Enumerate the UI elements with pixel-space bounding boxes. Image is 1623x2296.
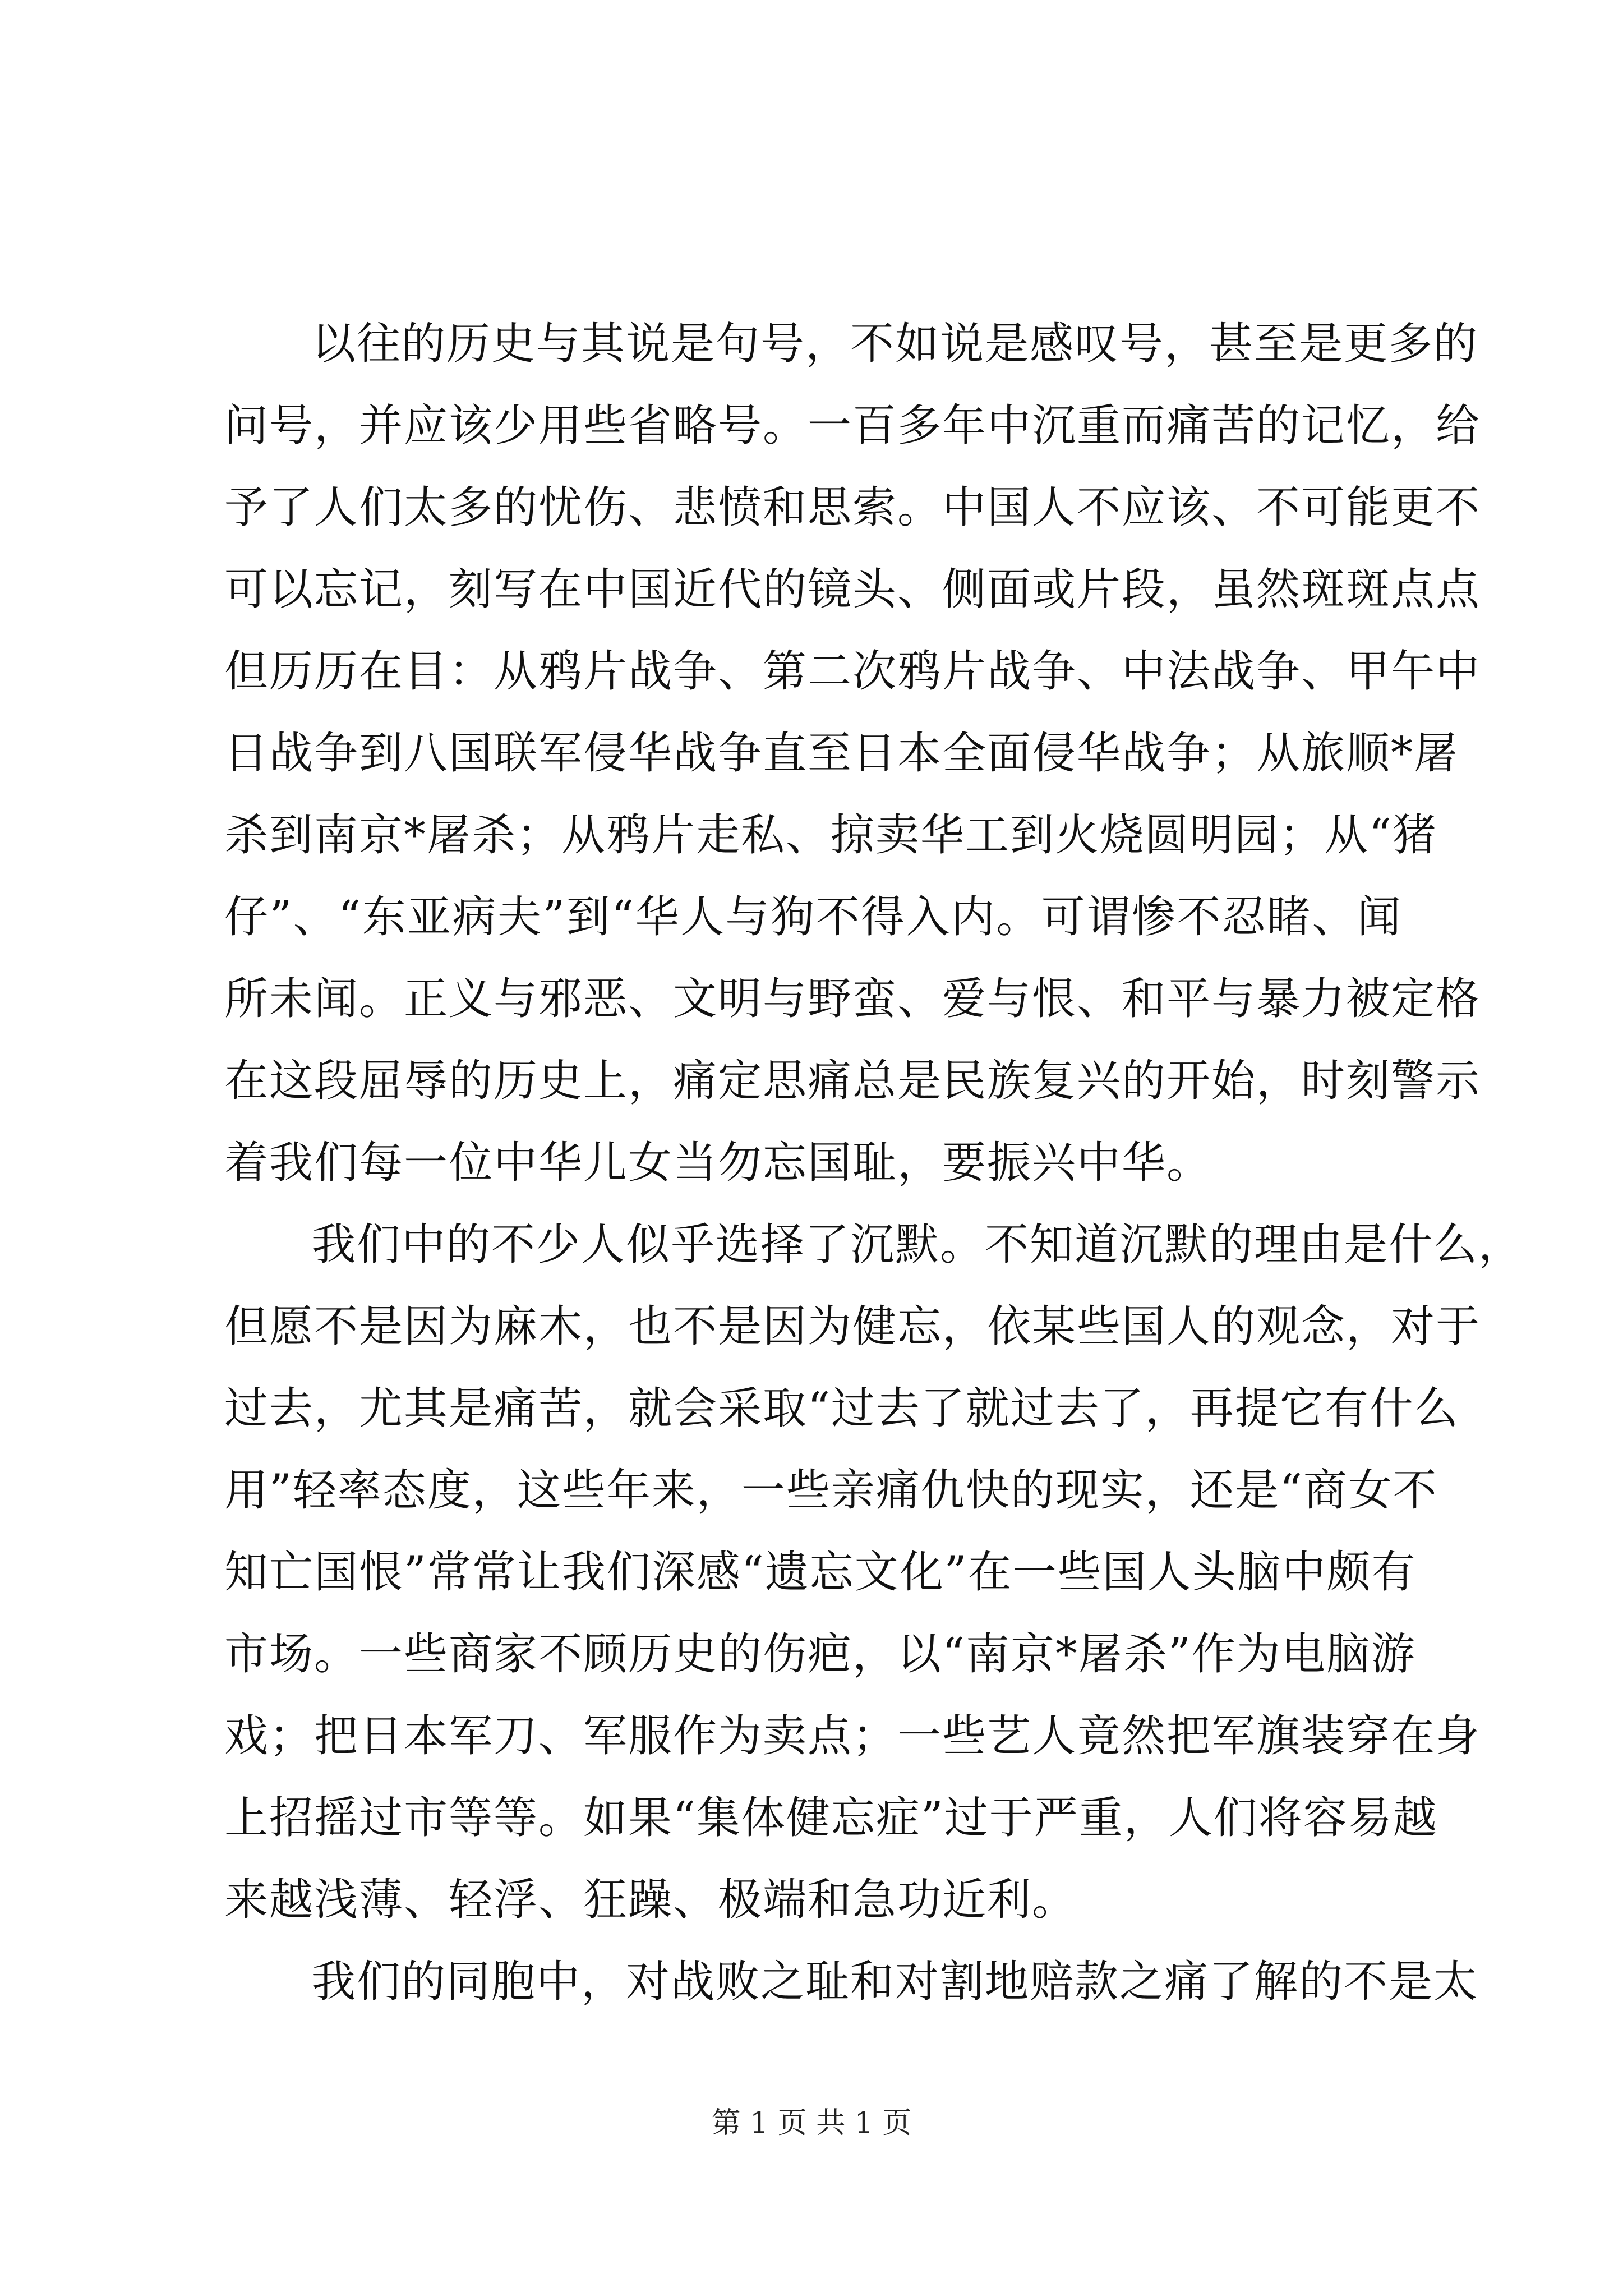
text-line: 着我们每一位中华儿女当勿忘国耻，要振兴中华。 — [224, 1138, 1212, 1188]
text-line: 用”轻率态度，这些年来，一些亲痛仇快的现实，还是“商女不 — [224, 1465, 1438, 1516]
text-line: 过去，尤其是痛苦，就会采取“过去了就过去了，再提它有什么 — [224, 1383, 1459, 1434]
paragraph-1 — [224, 303, 1481, 1204]
text-line: 戏；把日本军刀、军服作为卖点；一些艺人竟然把军旗装穿在身 — [224, 1711, 1481, 1761]
text-line: 以往的历史与其说是句号，不如说是感叹号，甚至是更多的 — [312, 319, 1479, 369]
text-line: 日战争到八国联军侵华战争直至日本全面侵华战争；从旅顺*屠 — [224, 728, 1459, 779]
page-footer — [0, 2104, 1623, 2143]
text-line: 问号，并应该少用些省略号。一百多年中沉重而痛苦的记忆，给 — [224, 401, 1481, 451]
text-line: 市场。一些商家不顾历史的伤疤，以“南京*屠杀”作为电脑游 — [224, 1629, 1416, 1680]
paragraph-3 — [224, 1941, 1479, 2023]
text-line: 可以忘记，刻写在中国近代的镜头、侧面或片段，虽然斑斑点点 — [224, 564, 1481, 615]
text-line: 予了人们太多的忧伤、悲愤和思索。中国人不应该、不可能更不 — [224, 482, 1481, 533]
text-line: 上招摇过市等等。如果“集体健忘症”过于严重，人们将容易越 — [224, 1793, 1438, 1843]
text-line: 杀到南京*屠杀；从鸦片走私、掠卖华工到火烧圆明园；从“猪 — [224, 810, 1437, 861]
text-line: 但愿不是因为麻木，也不是因为健忘，依某些国人的观念，对于 — [224, 1301, 1481, 1352]
text-line: 仔”、“东亚病夫”到“华人与狗不得入内。可谓惨不忍睹、闻 — [224, 892, 1402, 942]
text-line: 来越浅薄、轻浮、狂躁、极端和急功近利。 — [224, 1875, 1077, 1925]
text-line: 但历历在目：从鸦片战争、第二次鸦片战争、中法战争、甲午中 — [224, 646, 1481, 697]
text-line: 我们中的不少人似乎选择了沉默。不知道沉默的理由是什么， — [312, 1220, 1524, 1270]
paragraph-2 — [224, 1204, 1524, 1941]
document-body — [224, 303, 1524, 2023]
text-line: 我们的同胞中，对战败之耻和对割地赔款之痛了解的不是太 — [312, 1957, 1479, 2007]
text-line: 在这段屈辱的历史上，痛定思痛总是民族复兴的开始，时刻警示 — [224, 1056, 1481, 1106]
page-number: 第 1 页 共 1 页 — [711, 2106, 912, 2140]
text-line: 所未闻。正义与邪恶、文明与野蛮、爱与恨、和平与暴力被定格 — [224, 974, 1481, 1024]
text-line: 知亡国恨”常常让我们深感“遗忘文化”在一些国人头脑中颇有 — [224, 1547, 1417, 1598]
